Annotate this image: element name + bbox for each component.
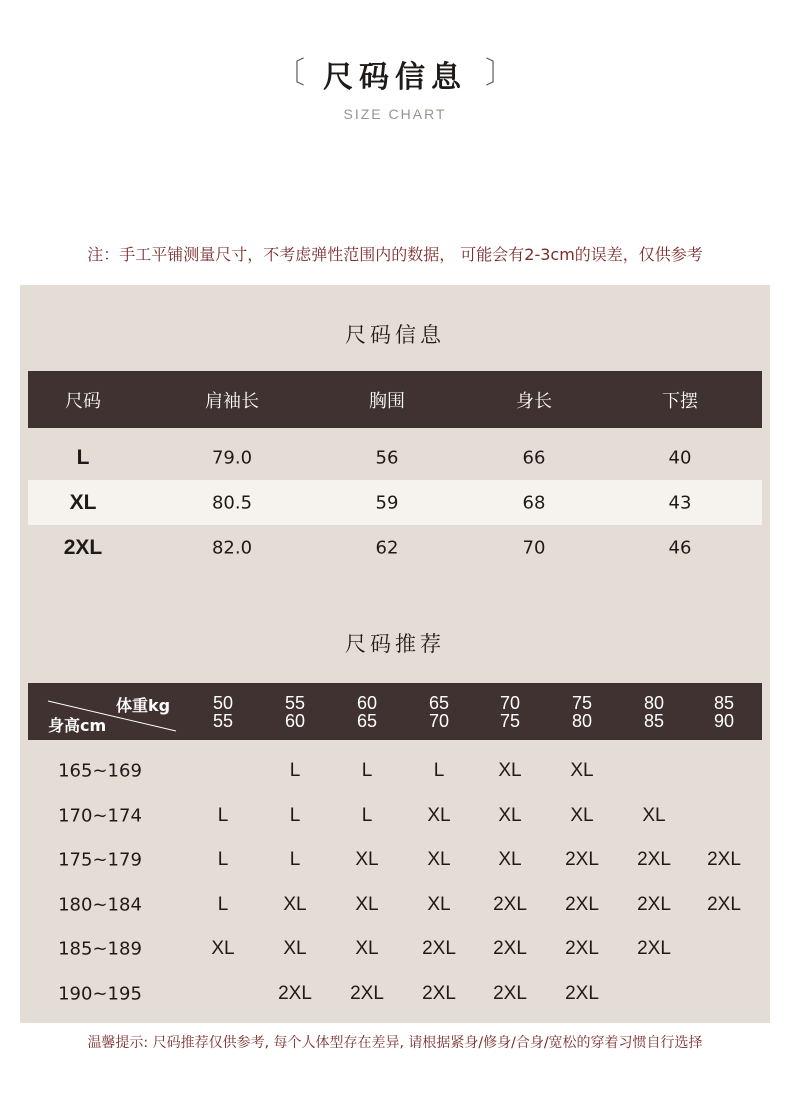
recommend-row [28, 794, 762, 838]
recommend-row [28, 883, 762, 927]
recommended-size: 2XL [493, 938, 527, 960]
recommended-size: 2XL [422, 938, 456, 960]
recommended-size: XL [355, 938, 379, 960]
recommended-size: XL [498, 849, 522, 871]
size-row [28, 435, 762, 480]
recommended-size: L [217, 849, 229, 871]
height-range: 180~184 [58, 894, 142, 916]
weight-min: 70 [499, 693, 521, 713]
weight-max: 70 [428, 711, 450, 731]
weight-range [213, 694, 233, 730]
recommended-size: XL [427, 849, 451, 871]
height-range: 165~169 [58, 760, 142, 782]
recommended-size: L [361, 760, 373, 781]
weight-min: 75 [571, 693, 593, 713]
measurement-value: 70 [522, 537, 546, 559]
column-header: 身长 [516, 391, 552, 412]
recommended-size: XL [498, 804, 522, 826]
fit-tip: 温馨提示: 尺码推荐仅供参考, 每个人体型存在差异, 请根据紧身/修身/合身/宽松的穿着习惯自行选择 [87, 1035, 703, 1051]
recommended-size: 2XL [278, 983, 312, 1004]
size-table-title: 尺码信息 [345, 323, 445, 347]
weight-min: 55 [284, 693, 306, 713]
size-row [28, 480, 762, 525]
recommended-size: XL [355, 849, 379, 871]
weight-max: 60 [284, 711, 306, 731]
weight-axis-label: 体重kg [116, 696, 171, 715]
height-range: 185~189 [58, 938, 142, 960]
column-header: 下摆 [662, 391, 698, 412]
weight-max: 90 [713, 711, 735, 731]
recommended-size: 2XL [565, 849, 599, 871]
recommended-size: 2XL [422, 983, 456, 1004]
weight-range [500, 694, 520, 730]
weight-range [357, 694, 377, 730]
page-header [0, 52, 790, 122]
measurement-value: 79.0 [211, 447, 253, 469]
weight-max: 85 [643, 711, 665, 731]
right-bracket: 〕 [485, 56, 515, 91]
recommended-size: XL [570, 804, 594, 826]
measurement-value: 62 [375, 537, 399, 559]
recommend-row [28, 749, 762, 793]
weight-min: 60 [356, 693, 378, 713]
recommended-size: XL [498, 760, 522, 781]
recommended-size: 2XL [637, 893, 671, 915]
recommended-size: 2XL [565, 938, 599, 960]
recommended-size: XL [642, 804, 666, 826]
weight-min: 50 [212, 693, 234, 713]
measurement-value: 68 [522, 492, 546, 514]
recommended-size: 2XL [565, 893, 599, 915]
measurement-value: 66 [522, 447, 546, 469]
weight-range [429, 694, 449, 730]
recommend-table-header [28, 683, 762, 740]
measurement-note: 注：手工平铺测量尺寸，不考虑弹性范围内的数据， 可能会有2-3cm的误差，仅供参考 [87, 245, 703, 264]
recommended-size: XL [283, 893, 307, 915]
measurement-value: 80.5 [211, 492, 253, 514]
weight-max: 75 [499, 711, 521, 731]
weight-min: 80 [643, 693, 665, 713]
weight-range [644, 694, 664, 730]
recommend-row [28, 972, 762, 1016]
size-table-header [28, 371, 762, 428]
weight-min: 65 [428, 693, 450, 713]
size-panel [20, 285, 770, 1023]
page-subtitle: SIZE CHART [343, 106, 447, 122]
recommended-size: 2XL [707, 849, 741, 871]
recommended-size: XL [427, 804, 451, 826]
recommended-size: XL [283, 938, 307, 960]
recommended-size: XL [355, 893, 379, 915]
recommended-size: L [289, 760, 301, 781]
size-row [28, 525, 762, 570]
column-header: 肩袖长 [205, 391, 259, 412]
recommended-size: L [289, 804, 301, 826]
recommended-size: L [433, 760, 445, 781]
recommended-size: L [289, 849, 301, 871]
height-range: 175~179 [58, 849, 142, 871]
recommended-size: 2XL [637, 849, 671, 871]
recommended-size: XL [427, 893, 451, 915]
recommended-size: 2XL [637, 938, 671, 960]
recommended-size: 2XL [350, 983, 384, 1004]
measurement-value: 56 [375, 447, 399, 469]
recommended-size: 2XL [493, 893, 527, 915]
recommend-row [28, 927, 762, 971]
height-range: 170~174 [58, 805, 142, 827]
measurement-value: 46 [668, 537, 692, 559]
size-label: 2XL [63, 536, 103, 559]
recommended-size: XL [570, 760, 594, 781]
recommended-size: XL [211, 938, 235, 960]
recommended-size: 2XL [493, 983, 527, 1004]
size-label: L [76, 446, 90, 469]
recommend-row [28, 838, 762, 882]
recommended-size: L [217, 893, 229, 915]
measurement-value: 40 [668, 447, 692, 469]
weight-range [285, 694, 305, 730]
recommended-size: 2XL [707, 893, 741, 915]
measurement-value: 82.0 [211, 537, 253, 559]
weight-max: 55 [212, 711, 234, 731]
weight-range [572, 694, 592, 730]
recommended-size: L [361, 804, 373, 826]
recommended-size: 2XL [565, 983, 599, 1004]
measurement-value: 59 [375, 492, 399, 514]
measurement-value: 43 [668, 492, 692, 514]
column-header: 尺码 [65, 391, 101, 412]
weight-max: 80 [571, 711, 593, 731]
weight-min: 85 [713, 693, 735, 713]
left-bracket: 〔 [275, 56, 305, 91]
page-title: 尺码信息 [323, 60, 467, 95]
weight-range [714, 694, 734, 730]
recommended-size: L [217, 804, 229, 826]
size-label: XL [69, 491, 97, 514]
column-header: 胸围 [369, 391, 405, 412]
height-axis-label: 身高cm [48, 716, 107, 735]
recommend-table-title: 尺码推荐 [345, 632, 445, 656]
title-row [275, 52, 515, 96]
height-range: 190~195 [58, 983, 142, 1005]
weight-max: 65 [356, 711, 378, 731]
